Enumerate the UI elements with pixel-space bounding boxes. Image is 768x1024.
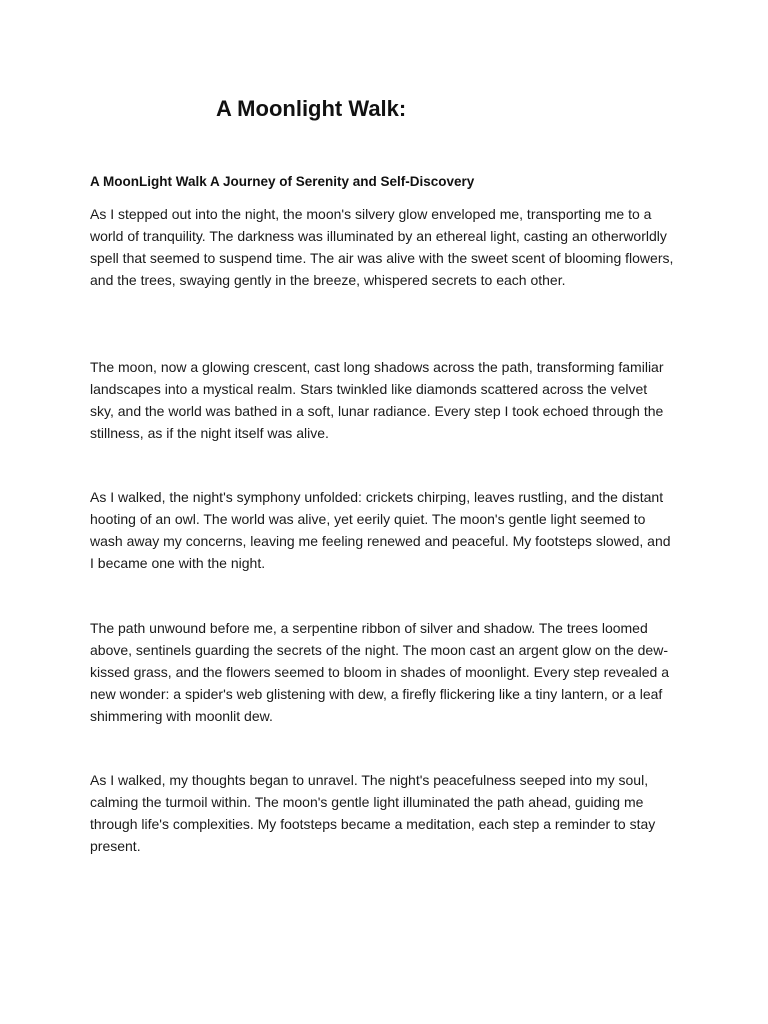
document-title: A Moonlight Walk:	[216, 96, 407, 121]
paragraph-2: The moon, now a glowing crescent, cast long shadows across the path, transforming familiar landscapes into a mystical realm. Stars twinkled like diamonds scattered across the velvet sky, and the world was bathed in a soft, lunar radiance. Every step I took echoed through the stillness, as if the night itself was alive.	[90, 359, 664, 441]
paragraph-1: As I stepped out into the night, the moon's silvery glow enveloped me, transporting me to a world of tranquility. The darkness was illuminated by an ethereal light, casting an otherworldly spell that seemed to suspend time. The air was alive with the sweet scent of blooming flowers, and the trees, swaying gently in the breeze, whispered secrets to each other.	[90, 206, 674, 288]
paragraph-3: As I walked, the night's symphony unfolded: crickets chirping, leaves rustling, and the distant hooting of an owl. The world was alive, yet eerily quiet. The moon's gentle light seemed to wash away my concerns, leaving me feeling renewed and peaceful. My footsteps slowed, and I became one with the night.	[90, 489, 671, 571]
paragraph-5: As I walked, my thoughts began to unravel. The night's peacefulness seeped into my soul, calming the turmoil within. The moon's gentle light illuminated the path ahead, guiding me through life's complexities. My footsteps became a meditation, each step a reminder to stay present.	[90, 772, 656, 854]
document-subtitle: A MoonLight Walk A Journey of Serenity and Self-Discovery	[90, 174, 475, 189]
paragraph-4: The path unwound before me, a serpentine ribbon of silver and shadow. The trees loomed above, sentinels guarding the secrets of the night. The moon cast an argent glow on the dew-kissed grass, and the flowers seemed to bloom in shades of moonlight. Every step revealed a new wonder: a spider's web glistening with dew, a firefly flickering like a tiny lantern, or a leaf shimmering with moonlit dew.	[90, 620, 669, 724]
